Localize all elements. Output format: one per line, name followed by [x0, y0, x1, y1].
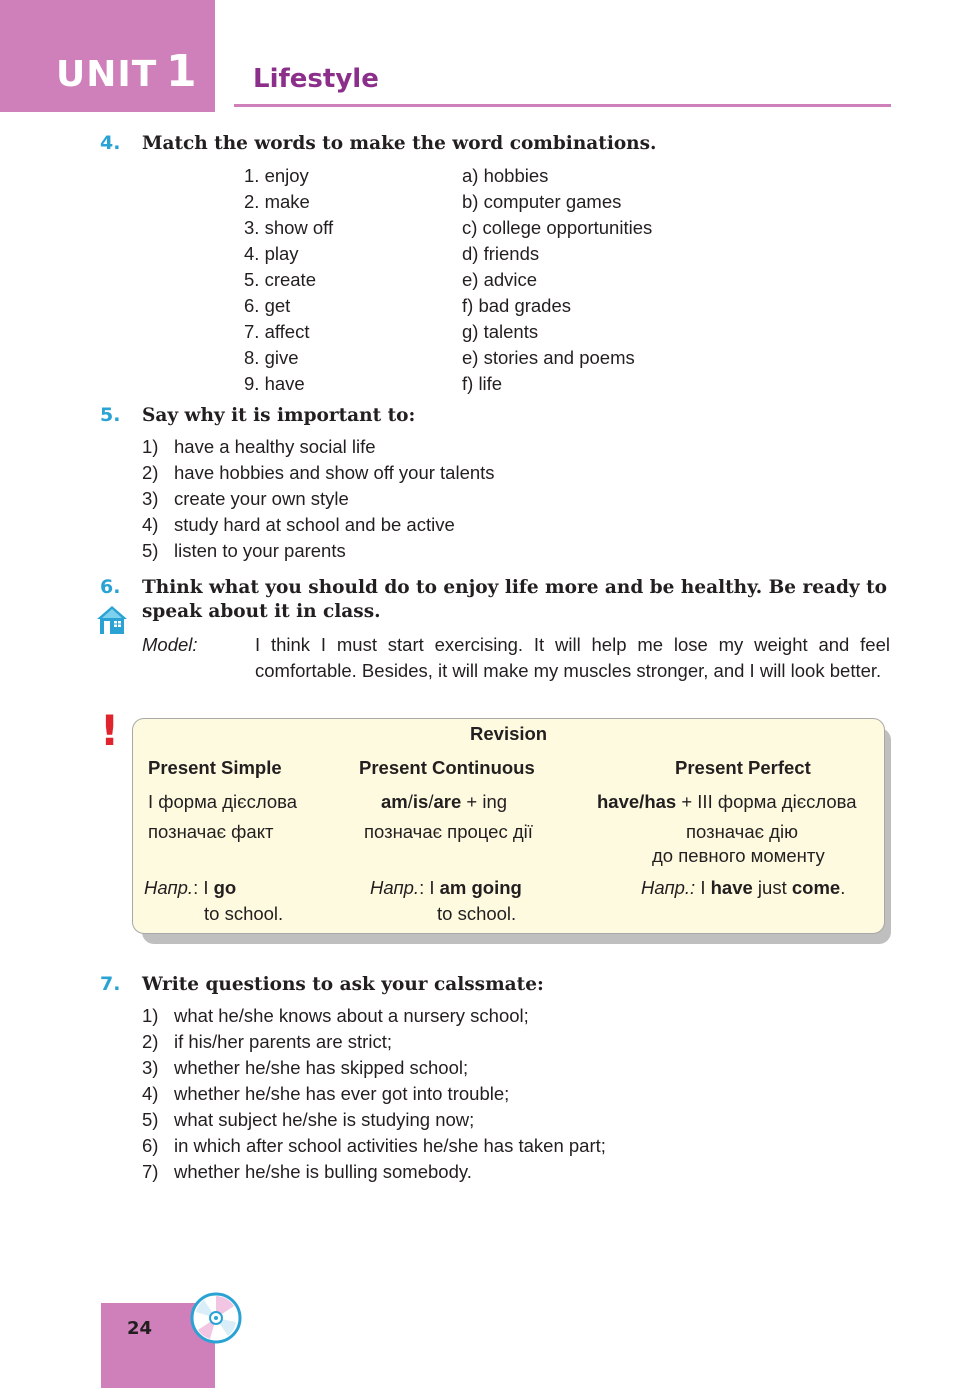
list-item-number: 2)	[142, 1031, 159, 1052]
form-sep: /	[428, 791, 434, 812]
page-number: 24	[127, 1318, 153, 1339]
unit-label: UNIT	[56, 54, 158, 95]
model-text: I think I must start exercising. It will help me lose my weight and feel comfortable. Besides, it will make my muscles stronger, and I will look better.	[255, 634, 890, 681]
exercise-7-instruction: Write questions to ask your calssmate:	[142, 974, 544, 995]
list-item: what he/she knows about a nursery school;	[174, 1005, 529, 1026]
exercise-6-instruction: Think what you should do to enjoy life more and be healthy. Be ready to speak about it in class.	[142, 577, 887, 622]
list-item-number: 3)	[142, 1057, 159, 1078]
match-word-left: 6. get	[244, 295, 291, 316]
title-rule	[234, 104, 891, 107]
form-are: are	[433, 791, 462, 812]
list-item-number: 5)	[142, 540, 159, 561]
present-simple-example	[144, 876, 236, 900]
match-word-right: e) advice	[462, 269, 538, 290]
form-have: have	[597, 791, 640, 812]
present-simple-example-line2: to school.	[204, 903, 284, 924]
list-item: study hard at school and be active	[174, 514, 455, 535]
present-simple-meaning: позначає факт	[148, 821, 274, 842]
exclamation-icon: !	[100, 706, 120, 755]
form-is: is	[412, 791, 429, 812]
list-item-number: 6)	[142, 1135, 159, 1156]
list-item: create your own style	[174, 488, 349, 509]
example-text: .	[840, 877, 846, 898]
form-sep: /	[639, 791, 645, 812]
match-word-right: c) college opportunities	[462, 217, 653, 238]
page-title: Lifestyle	[253, 64, 379, 94]
example-verb: come	[791, 877, 841, 898]
example-verb: have	[710, 877, 753, 898]
revision-title: Revision	[470, 723, 548, 744]
match-word-left: 4. play	[244, 243, 299, 264]
present-perfect-heading: Present Perfect	[675, 757, 811, 778]
exercise-4-instruction: Match the words to make the word combinations.	[142, 133, 657, 154]
list-item-number: 1)	[142, 1005, 159, 1026]
example-label: Напр.	[144, 877, 194, 898]
unit-number: 1	[166, 46, 197, 97]
match-word-left: 2. make	[244, 191, 310, 212]
present-continuous-form	[381, 790, 507, 814]
list-item-number: 2)	[142, 462, 159, 483]
example-verb: go	[213, 877, 237, 898]
form-am: am	[381, 791, 408, 812]
match-word-right: d) friends	[462, 243, 540, 264]
example-verb: am going	[439, 877, 522, 898]
list-item-number: 4)	[142, 1083, 159, 1104]
match-word-left: 8. give	[244, 347, 299, 368]
match-word-right: a) hobbies	[462, 165, 549, 186]
example-label: Напр.	[370, 877, 420, 898]
present-continuous-meaning: позначає процес дії	[364, 821, 533, 842]
exercise-6-number: 6.	[100, 576, 121, 598]
present-simple-form: I форма дієслова	[148, 791, 298, 812]
present-continuous-example-line2: to school.	[437, 903, 517, 924]
form-tail: + III форма дієслова	[676, 791, 857, 812]
present-perfect-meaning-1: позначає дію	[686, 821, 798, 842]
list-item-number: 1)	[142, 436, 159, 457]
exercise-5-number: 5.	[100, 404, 121, 426]
form-tail: + ing	[461, 791, 508, 812]
list-item: if his/her parents are strict;	[174, 1031, 392, 1052]
match-word-left: 5. create	[244, 269, 316, 290]
list-item: whether he/she has skipped school;	[174, 1057, 469, 1078]
example-text: just	[752, 877, 792, 898]
present-perfect-form	[597, 790, 857, 814]
exercise-5-instruction: Say why it is important to:	[142, 405, 416, 426]
list-item: in which after school activities he/she has taken part;	[174, 1135, 606, 1156]
match-word-right: f) life	[462, 373, 503, 394]
match-word-right: e) stories and poems	[462, 347, 635, 368]
match-word-right: b) computer games	[462, 191, 622, 212]
list-item-number: 5)	[142, 1109, 159, 1130]
match-word-right: g) talents	[462, 321, 539, 342]
list-item: whether he/she is bulling somebody.	[174, 1161, 472, 1182]
list-item: have hobbies and show off your talents	[174, 462, 495, 483]
form-sep: /	[407, 791, 413, 812]
list-item: have a healthy social life	[174, 436, 376, 457]
list-item-number: 4)	[142, 514, 159, 535]
match-word-left: 3. show off	[244, 217, 334, 238]
example-text: I	[695, 877, 711, 898]
match-word-right: f) bad grades	[462, 295, 572, 316]
list-item-number: 7)	[142, 1161, 159, 1182]
cd-icon	[190, 1292, 242, 1344]
example-label: Напр.:	[641, 877, 696, 898]
example-text: : I	[193, 877, 214, 898]
exercise-4-number: 4.	[100, 132, 121, 154]
form-has: has	[644, 791, 677, 812]
present-perfect-meaning-2: до певного моменту	[652, 845, 825, 866]
present-continuous-heading: Present Continuous	[359, 757, 535, 778]
present-perfect-example	[641, 876, 845, 900]
example-text: : I	[419, 877, 440, 898]
present-simple-heading: Present Simple	[148, 757, 282, 778]
list-item: whether he/she has ever got into trouble;	[174, 1083, 510, 1104]
model-label: Model:	[142, 634, 198, 655]
match-word-left: 1. enjoy	[244, 165, 309, 186]
list-item-number: 3)	[142, 488, 159, 509]
match-word-left: 7. affect	[244, 321, 310, 342]
match-word-left: 9. have	[244, 373, 305, 394]
present-continuous-example	[370, 876, 522, 900]
house-icon	[96, 604, 128, 636]
exercise-7-number: 7.	[100, 973, 121, 995]
list-item: what subject he/she is studying now;	[174, 1109, 475, 1130]
list-item: listen to your parents	[174, 540, 346, 561]
